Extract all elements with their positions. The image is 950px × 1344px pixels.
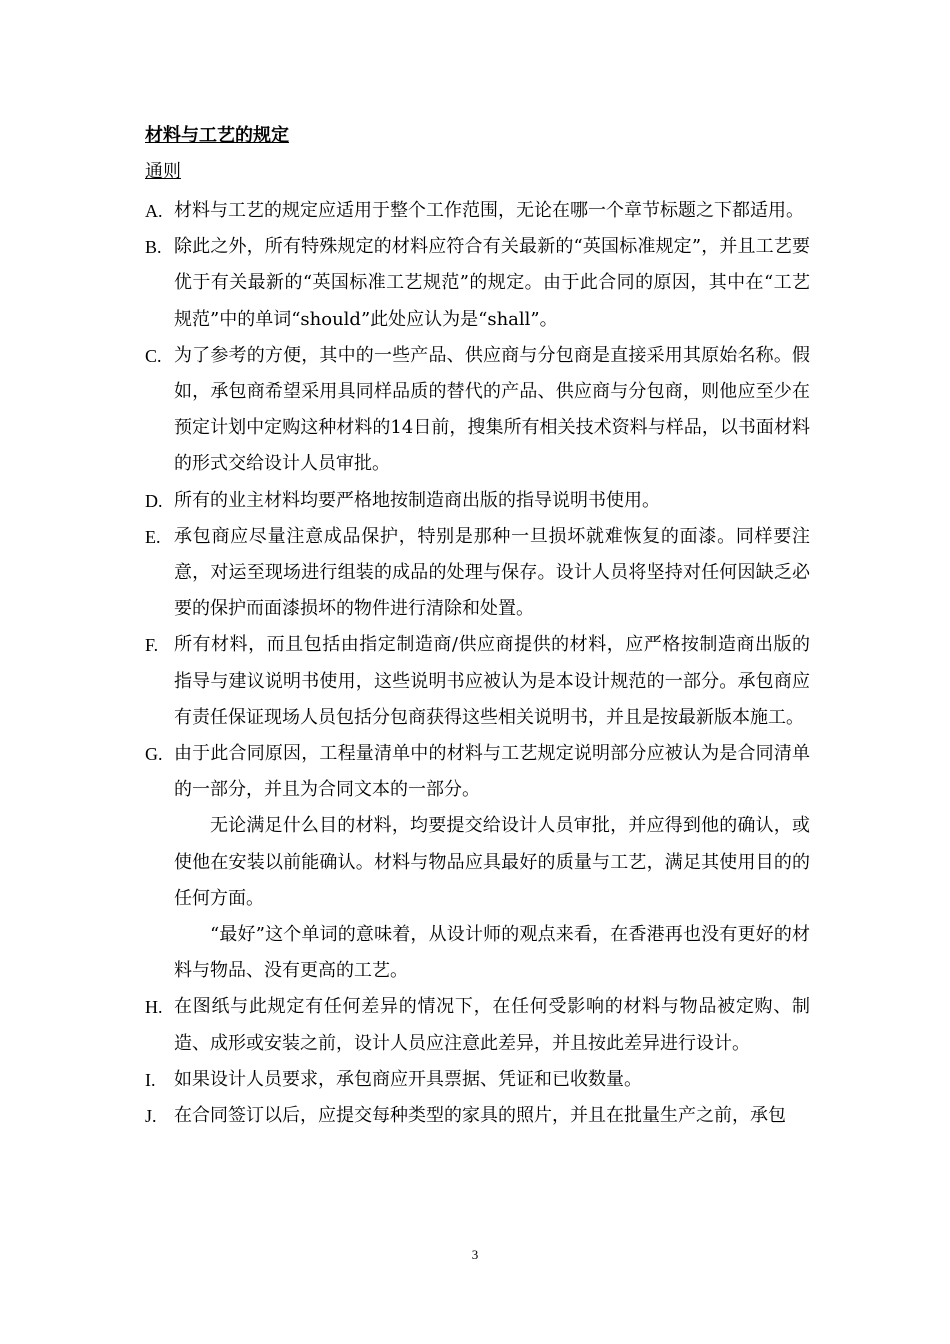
item-label: E.: [145, 526, 161, 547]
section-subtitle: 通则: [145, 161, 181, 182]
item-label: F.: [145, 635, 159, 656]
item-text: 材料与工艺的规定应适用于整个工作范围，无论在哪一个章节标题之下都适用。: [174, 200, 804, 221]
item-text: 如果设计人员要求，承包商应开具票据、凭证和已收数量。: [174, 1068, 642, 1090]
list-item-b: [145, 229, 810, 338]
page-number: 3: [471, 1247, 479, 1262]
item-label: B.: [145, 237, 162, 258]
item-text: 为了参考的方便，其中的一些产品、供应商与分包商是直接采用其原始名称。假如，承包商希望采用具同样品质的替代的产品、供应商与分包商，则他应至少在预定计划中定购这种材料的14日前，搜集所有相关技术资料与样品，以书面材料的形式交给设计人员审批。: [174, 344, 810, 475]
list-item-f: [145, 627, 810, 736]
item-text: 在合同签订以后，应提交每种类型的家具的照片，并且在批量生产之前，承包: [174, 1105, 786, 1127]
item-text: 所有材料，而且包括由指定制造商/供应商提供的材料，应严格按制造商出版的指导与建议说明书使用，这些说明书应被认为是本设计规范的一部分。承包商应有责任保证现场人员包括分包商获得这些相关说明书，并且是按最新版本施工。: [174, 634, 810, 728]
list-item-i: [145, 1062, 810, 1098]
document-body: [145, 193, 810, 1134]
item-label: D.: [145, 490, 163, 511]
list-item-d: [145, 483, 810, 519]
section-title: 材料与工艺的规定: [145, 125, 289, 146]
list-item-j: [145, 1098, 810, 1134]
item-label: C.: [145, 345, 162, 366]
list-item-g: [145, 736, 810, 808]
item-label: H.: [145, 997, 163, 1018]
item-text: 除此之外，所有特殊规定的材料应符合有关最新的“英国标准规定”，并且工艺要优于有关最新的“英国标准工艺规范”的规定。由于此合同的原因，其中在“工艺规范”中的单词“should”此处应认为是“shall”。: [174, 236, 810, 330]
item-label: G.: [145, 744, 163, 765]
item-label: I.: [145, 1069, 156, 1090]
item-label: A.: [145, 201, 163, 221]
body-paragraph: 无论满足什么目的材料，均要提交给设计人员审批，并应得到他的确认，或使他在安装以前能确认。材料与物品应具最好的质量与工艺，满足其使用目的的任何方面。: [174, 815, 810, 909]
list-item-c: [145, 338, 810, 483]
item-text: 在图纸与此规定有任何差异的情况下，在任何受影响的材料与物品被定购、制造、成形或安装之前，设计人员应注意此差异，并且按此差异进行设计。: [174, 996, 810, 1054]
item-text: 所有的业主材料均要严格地按制造商出版的指导说明书使用。: [174, 489, 660, 511]
list-item-e: [145, 519, 810, 628]
item-text: 由于此合同原因，工程量清单中的材料与工艺规定说明部分应被认为是合同清单的一部分，并且为合同文本的一部分。: [174, 743, 810, 801]
list-item-h: [145, 989, 810, 1061]
body-paragraph: “最好”这个单词的意味着，从设计师的观点来看，在香港再也没有更好的材料与物品、没有更高的工艺。: [174, 924, 810, 982]
list-item-a: [145, 193, 810, 229]
item-text: 承包商应尽量注意成品保护，特别是那种一旦损坏就难恢复的面漆。同样要注意，对运至现场进行组装的成品的处理与保存。设计人员将坚持对任何因缺乏必要的保护而面漆损坏的物件进行清除和处置。: [174, 525, 810, 620]
item-label: J.: [145, 1106, 157, 1127]
